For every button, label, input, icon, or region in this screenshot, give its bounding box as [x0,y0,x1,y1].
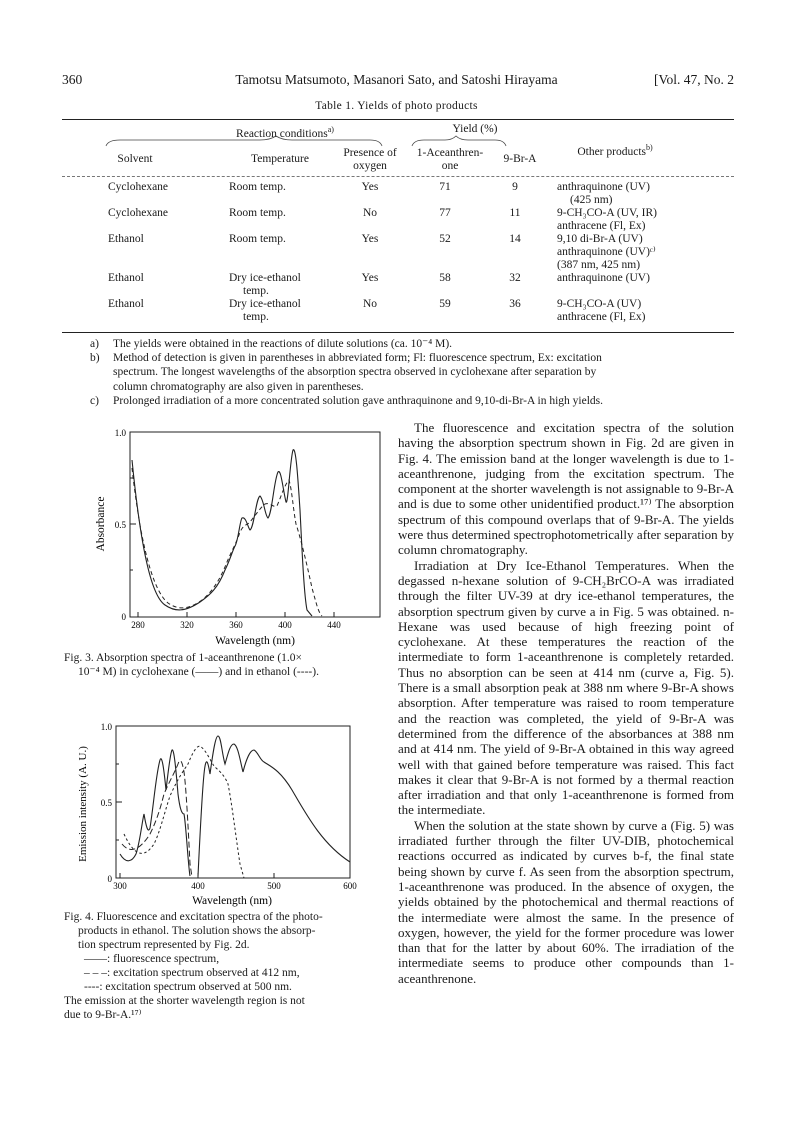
cell-oxygen: Yes [361,181,379,193]
paragraph-3: When the solution at the state shown by curve a (Fig. 5) was irradiated further through the filter UV-DIB, photochemical reactions occurred as indicated by curves b-f, the final state being shown by curve f. As seen from the absorption spectrum, 1-aceanthrenone was produced. In the absence of oxygen, the yields obtained by the photochemical and thermal reactions of the intermediate were almost the same. In the presence of oxygen, however, the yield for the former procedure was lower than that for the latter by about 60%. The irradiation of the intermediate seems to produce other compounds than 1-aceanthrenone. [398,817,734,986]
cell-temperature: Dry ice-ethanol [229,298,301,310]
cell-oxygen: Yes [361,233,379,245]
cell-other-products-cont: anthracene (Fl, Ex) [557,220,646,232]
cell-temperature: Room temp. [229,207,286,219]
fig3-xtick: 440 [327,620,341,630]
cell-solvent: Ethanol [108,272,144,284]
fig4-excitation-500-curve [124,746,244,878]
fig3-ytick-0: 0 [121,612,126,622]
col-other-products: Other products$^{b)}$ [577,143,653,158]
fig4-xtick: 600 [343,881,357,891]
cell-aceanthrenone-yield: 71 [439,181,451,193]
cell-9-br-a-yield: 36 [509,298,521,310]
col-oxygen: Presence of oxygen [343,147,397,172]
fig4-ytick-1: 1.0 [100,722,112,732]
note-text: Prolonged irradiation of a more concentrated solution gave anthraquinone and 9,10-di-Br-A in high yields. [113,394,603,407]
cell-temperature-cont: temp. [243,285,269,297]
page-number: 360 [62,72,83,87]
fig4-xtick: 300 [113,881,127,891]
cell-other-products-cont: (387 nm, 425 nm) [557,259,641,271]
fig3-ylabel: Absorbance [95,496,107,552]
table-caption: Table 1. Yields of photo products [315,100,478,112]
fig4-xtick: 400 [191,881,205,891]
cell-solvent: Cyclohexane [108,207,169,219]
cell-solvent: Ethanol [108,233,144,245]
cell-other-products-cont: (425 nm) [570,194,613,206]
note-mark: c) [90,394,99,407]
cell-temperature: Room temp. [229,233,286,245]
group-yield: Yield (%) [452,123,498,135]
cell-9-br-a-yield: 32 [509,272,521,284]
fig3-xtick: 320 [180,620,194,630]
running-head-authors: Tamotsu Matsumoto, Masanori Sato, and Satoshi Hirayama [235,72,558,87]
table-header-rule [62,176,734,177]
col-temperature: Temperature [251,153,309,165]
fig4-ytick-05: 0.5 [100,798,112,808]
figure-4-caption: Fig. 4. Fluorescence and excitation spectra of the photo- products in ethanol. The solution shows the absorp- tion spectrum represented by Fig. 2d. ——: fluorescence spectrum, – – –: excitation spectrum observed at 412 nm, ----: excitation spectrum observed at 500 nm. The emission at the shorter wavelength region is not due to 9-Br-A.¹⁷⁾ [64,911,323,1021]
fig4-fluorescence-curve-short [120,750,190,876]
figure-3-caption: Fig. 3. Absorption spectra of 1-aceanthrenone (1.0× 10⁻⁴ M) in cyclohexane (——) and in ethanol (----). [64,652,319,678]
cell-temperature-cont: temp. [243,311,269,323]
cell-temperature: Room temp. [229,181,286,193]
note-text: column chromatography are also given in parentheses. [113,380,364,393]
cell-aceanthrenone-yield: 77 [439,207,451,219]
fig3-xtick: 360 [229,620,243,630]
fig3-curve-ethanol [132,468,322,616]
fig3-ytick-1: 1.0 [114,428,126,438]
cell-other-products-cont: anthraquinone (UV)ᶜ⁾ [557,246,656,258]
running-head-volume: [Vol. 47, No. 2 [653,72,734,87]
col-9-br-a: 9-Br-A [503,153,537,165]
fig3-xlabel: Wavelength (nm) [215,635,295,647]
cell-9-br-a-yield: 14 [509,233,521,245]
cell-9-br-a-yield: 11 [509,207,521,219]
table-bottom-rule [62,332,734,333]
cell-aceanthrenone-yield: 52 [439,233,451,245]
fig4-xlabel: Wavelength (nm) [192,895,272,907]
fig4-ytick-0: 0 [107,874,112,884]
fig3-ytick-05: 0.5 [114,520,126,530]
note-text: The yields were obtained in the reactions of dilute solutions (ca. 10⁻⁴ M). [113,338,453,350]
note-text: spectrum. The longest wavelengths of the absorption spectra observed in cyclohexane after separation by [113,366,597,379]
paragraph-2: Irradiation at Dry Ice-Ethanol Temperatures. When the degassed n-hexane solution of 9-CH₂BrCO-A was irradiated through the filter UV-39 at dry ice-ethanol temperatures, the absorption spectrum given by curve a in Fig. 5 was obtained. n-Hexane was used because of high freezing point of cyclohexane. At these temperatures the reaction of the intermediate to form 1-aceanthrenone is completely retarded. Thus no absorption can be seen at 414 nm (curve a, Fig. 5). There is a small absorption peak at 388 nm where 9-Br-A shows absorption. After temperature was raised to room temperature and the reaction was completed, the yield of 9-Br-A was determined from the difference of the absorbances at 388 nm and at 414 nm. The yield of 9-Br-A obtained in this way agreed well with that gained before temperature was raised. This fact makes it clear that 9-Br-A is not formed by a thermal reaction after irradiation and that only 1-aceanthrenone is formed from the intermediate. [398,557,734,818]
cell-other-products: anthraquinone (UV) [557,181,650,193]
cell-other-products: 9,10 di-Br-A (UV) [557,233,643,245]
group-reaction-conditions: Reaction conditions$^{a)}$ [236,125,334,140]
fig3-xtick: 400 [278,620,292,630]
note-text: Method of detection is given in parentheses in abbreviated form; Fl: fluorescence spectrum, Ex: excitation [113,352,602,365]
note-mark: a) [90,338,99,350]
paragraph-1: The fluorescence and excitation spectra of the solution having the absorption spectrum shown in Fig. 2d are given in Fig. 4. The emission band at the longer wavelength is due to 1-aceanthrenone, judging from the excitation spectrum. The component at the shorter wavelength is not assignable to 9-Br-A and is due to some other unidentified product.¹⁷⁾ The absorption spectrum of this compound overlaps that of 9-Br-A. The yields were thus determined spectrophotometrically after separation by column chromatography. [398,420,734,558]
fig4-xtick: 500 [267,881,281,891]
cell-other-products: anthraquinone (UV) [557,272,650,284]
figure-4-fluorescence-spectra [60,714,395,907]
body-text [398,420,734,986]
cell-oxygen: No [362,207,378,219]
cell-oxygen: Yes [361,272,379,284]
cell-solvent: Cyclohexane [108,181,169,193]
fig3-axis-ticks [130,432,334,617]
cell-other-products-cont: anthracene (Fl, Ex) [557,311,646,323]
cell-temperature: Dry ice-ethanol [229,272,301,284]
cell-9-br-a-yield: 9 [512,181,518,193]
cell-other-products: 9-CH₃CO-A (UV, IR) [557,207,657,219]
fig4-ylabel: Emission intensity (A. U.) [77,746,89,862]
note-mark: b) [90,352,100,365]
cell-aceanthrenone-yield: 59 [439,298,451,310]
cell-solvent: Ethanol [108,298,144,310]
table-top-rule [62,119,734,120]
figure-3-absorption-spectra [60,420,395,660]
fig3-xtick: 280 [131,620,145,630]
col-solvent: Solvent [117,153,153,165]
fig4-fluorescence-curve [198,736,350,876]
col-aceanthrenone: 1-Aceanthren- one [416,147,484,172]
cell-aceanthrenone-yield: 58 [439,272,451,284]
fig4-axis-ticks [116,726,350,878]
cell-other-products: 9-CH₃CO-A (UV) [557,298,642,310]
cell-oxygen: No [362,298,378,310]
